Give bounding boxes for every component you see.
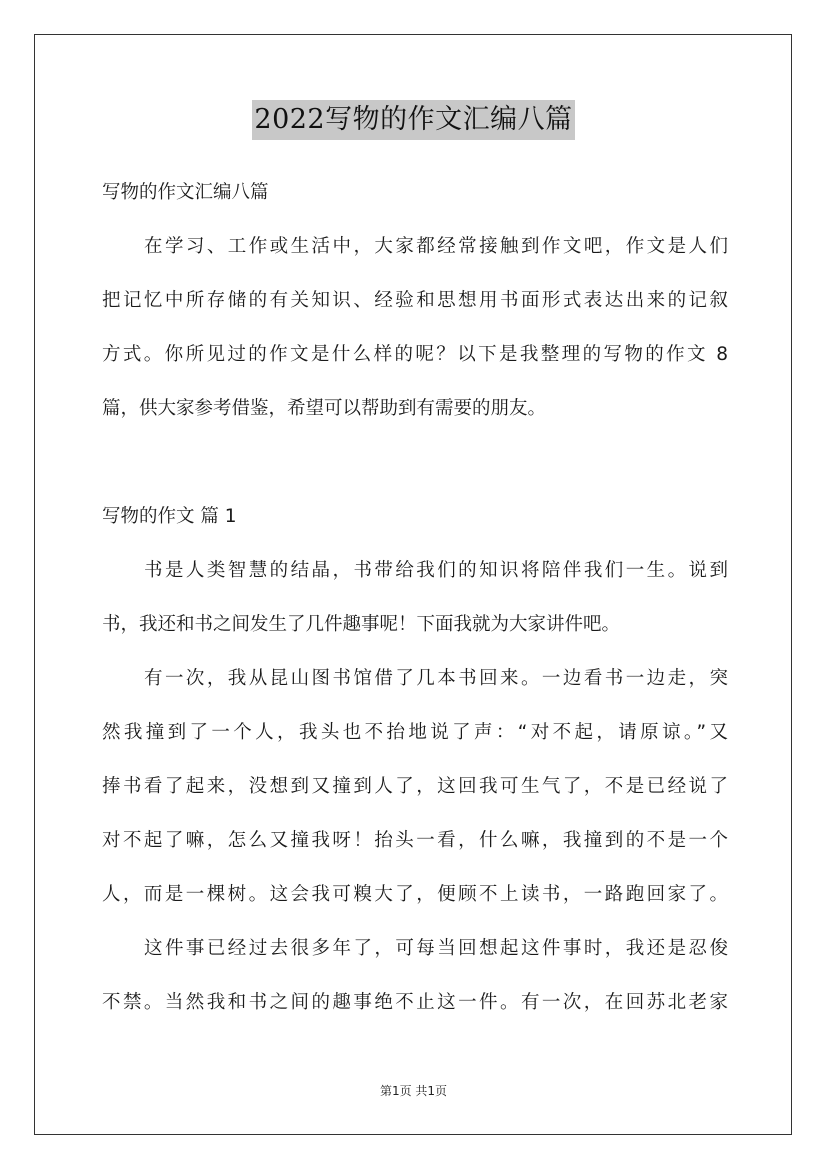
- page-footer: 第1页 共1页: [379, 1084, 448, 1098]
- document-subtitle: 写物的作文汇编八篇: [102, 182, 269, 203]
- section-heading: 写物的作文 篇 1: [102, 506, 237, 527]
- section-line: 然我撞到了一个人，我头也不抬地说了声：“对不起，请原谅。”又: [102, 722, 728, 743]
- section-line: 不禁。当然我和书之间的趣事绝不止这一件。有一次，在回苏北老家: [102, 992, 728, 1013]
- section-line: 书，我还和书之间发生了几件趣事呢！下面我就为大家讲件吧。: [102, 614, 621, 635]
- intro-line: 篇，供大家参考借鉴，希望可以帮助到有需要的朋友。: [102, 398, 547, 419]
- section-line: 捧书看了起来，没想到又撞到人了，这回我可生气了，不是已经说了: [102, 776, 728, 797]
- intro-line: 在学习、工作或生活中，大家都经常接触到作文吧，作文是人们: [144, 236, 728, 257]
- document-title: 2022写物的作文汇编八篇: [252, 100, 574, 140]
- section-line: 有一次，我从昆山图书馆借了几本书回来。一边看书一边走，突: [144, 668, 728, 689]
- intro-line: 方式。你所见过的作文是什么样的呢？以下是我整理的写物的作文 8: [102, 344, 728, 365]
- intro-line: 把记忆中所存储的有关知识、经验和思想用书面形式表达出来的记叙: [102, 290, 728, 311]
- section-line: 人，而是一棵树。这会我可糗大了，便顾不上读书，一路跑回家了。: [102, 884, 728, 905]
- section-line: 这件事已经过去很多年了，可每当回想起这件事时，我还是忍俊: [144, 938, 728, 959]
- section-line: 对不起了嘛，怎么又撞我呀！抬头一看，什么嘛，我撞到的不是一个: [102, 830, 728, 851]
- title-wrapper: [0, 100, 827, 140]
- section-line: 书是人类智慧的结晶，书带给我们的知识将陪伴我们一生。说到: [144, 560, 728, 581]
